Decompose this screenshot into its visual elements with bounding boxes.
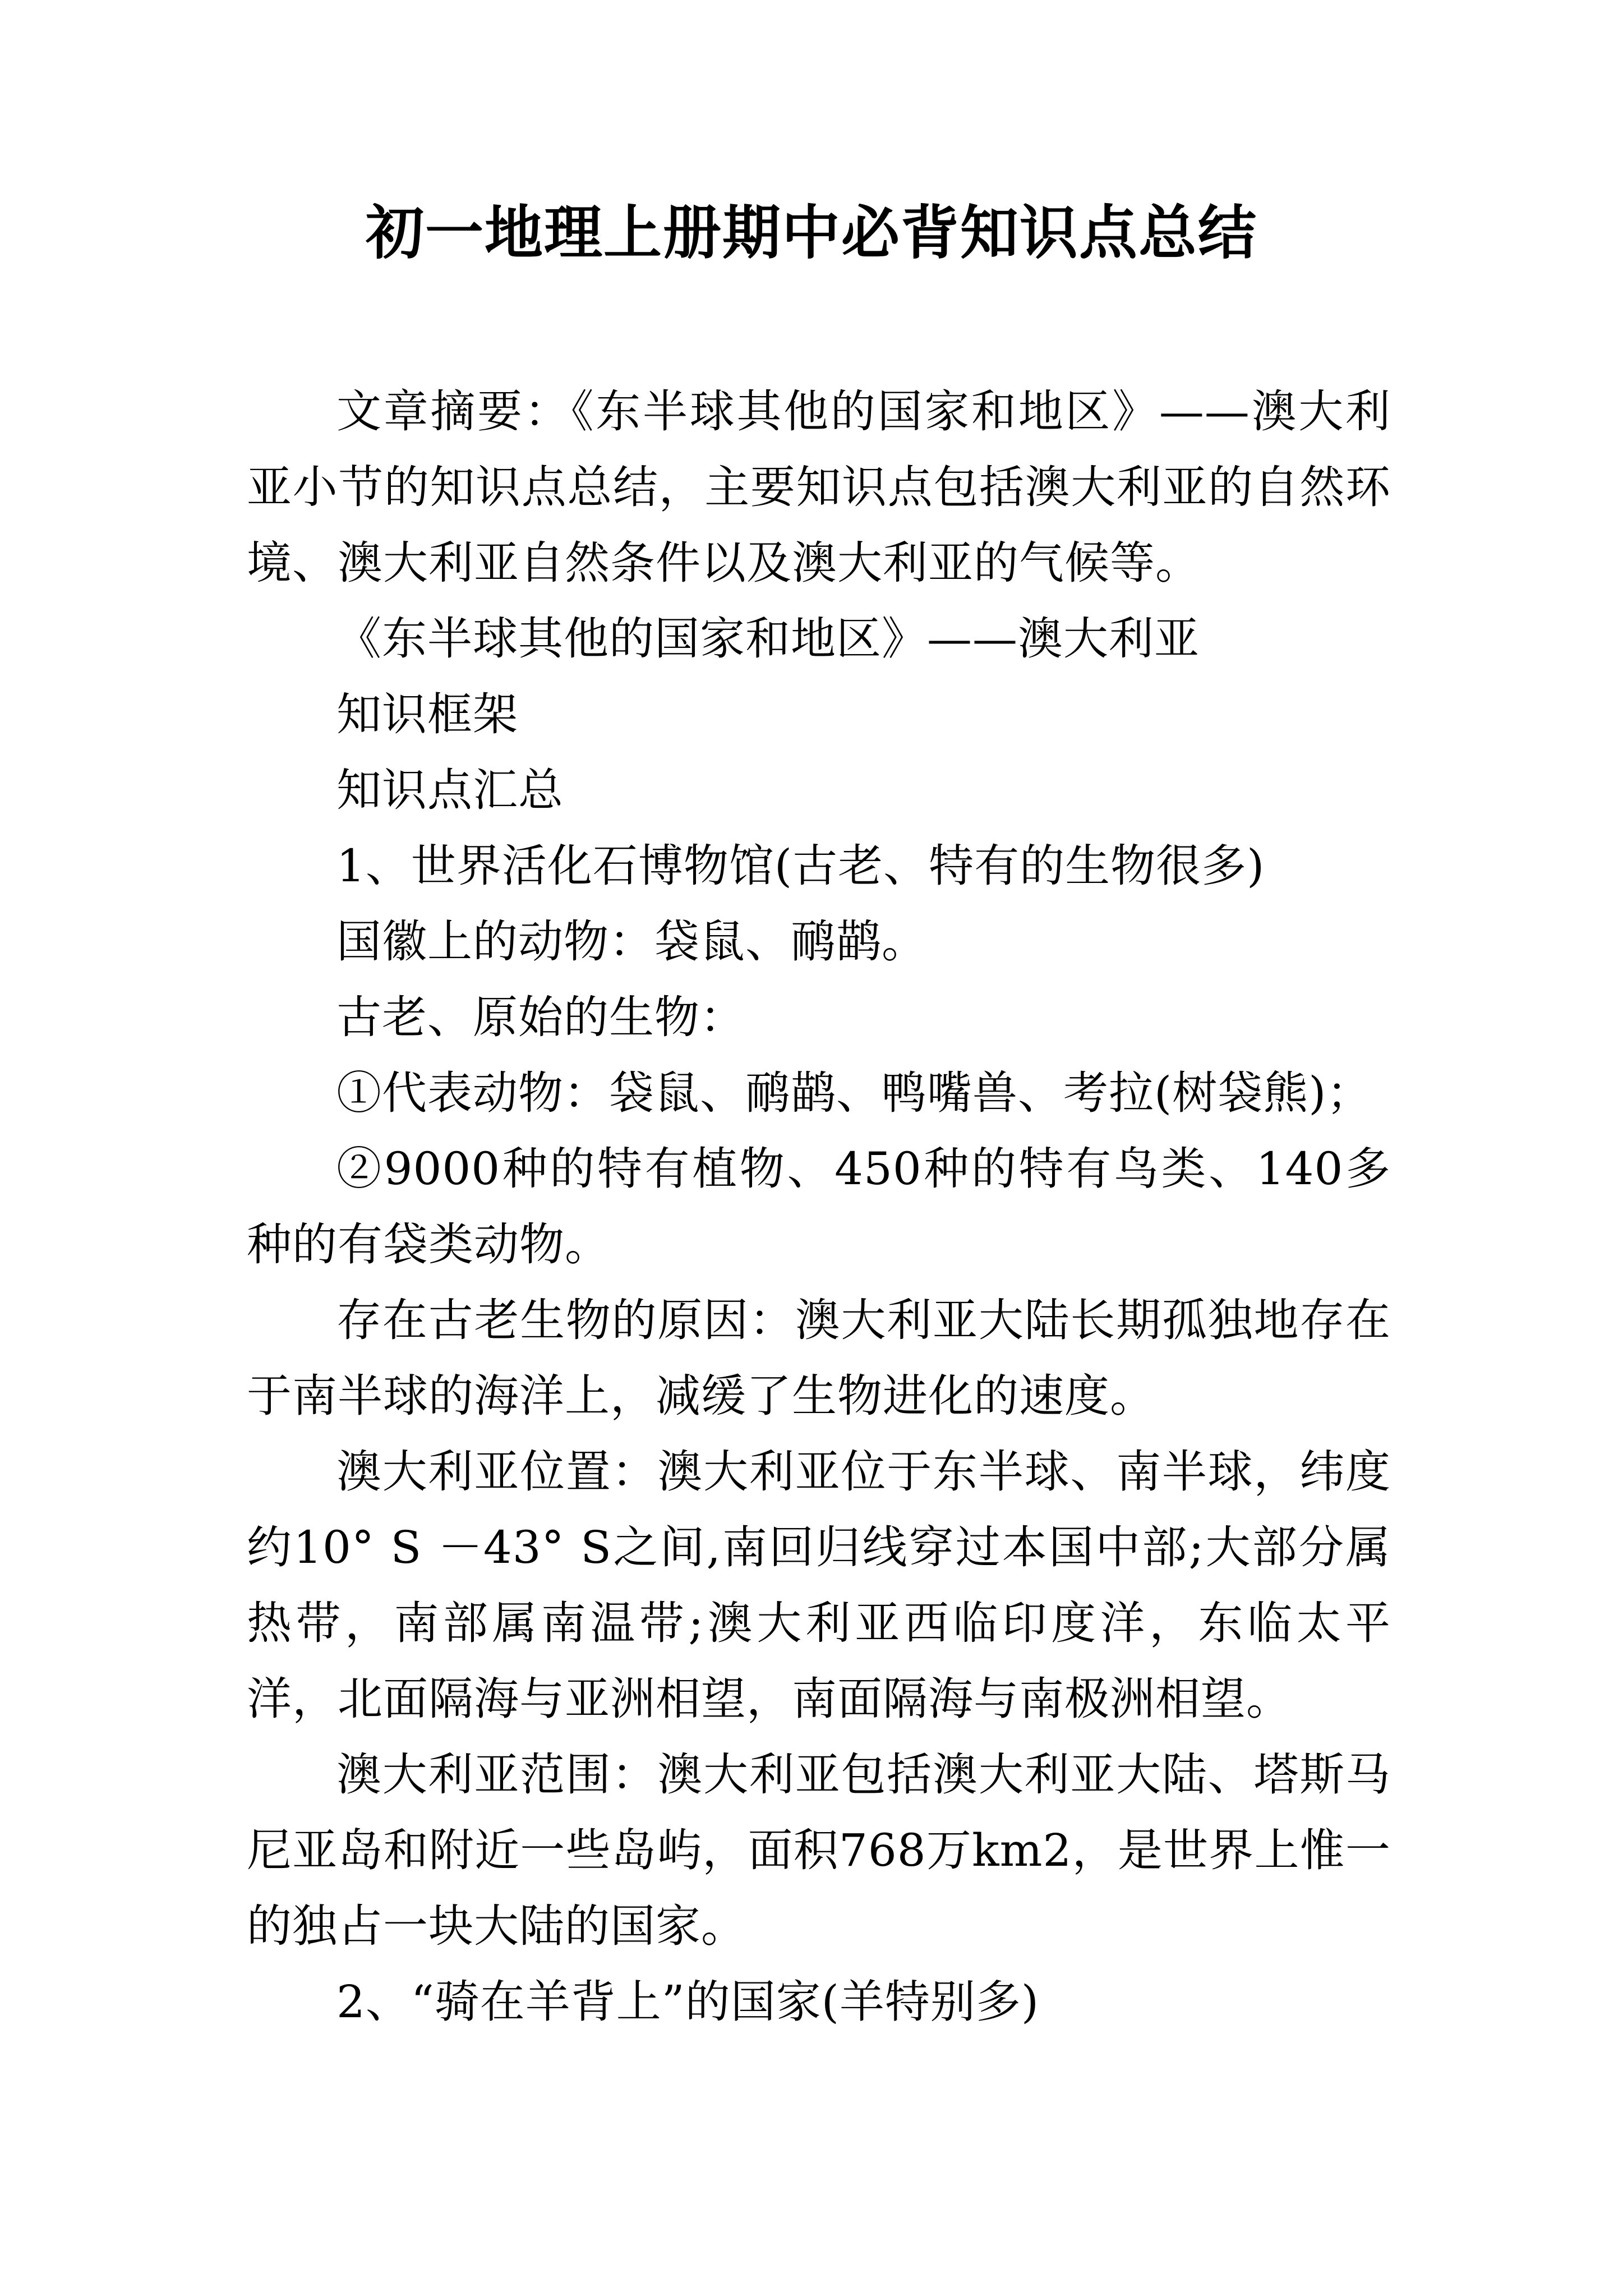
paragraph-extent: 澳大利亚范围：澳大利亚包括澳大利亚大陆、塔斯马尼亚岛和附近一些岛屿，面积768万km2，是世界上惟一的独占一块大陆的国家。	[247, 1749, 1391, 1952]
paragraph-knowledge-summary: 知识点汇总	[336, 764, 564, 816]
paragraph-point-2: 2、“骑在羊背上”的国家(羊特别多)	[336, 1976, 1040, 2028]
paragraph-knowledge-framework: 知识框架	[336, 688, 518, 740]
document-body	[247, 374, 1391, 2040]
paragraph-reason: 存在古老生物的原因：澳大利亚大陆长期孤独地存在于南半球的海洋上，减缓了生物进化的速度。	[247, 1294, 1391, 1422]
paragraph-national-emblem: 国徽上的动物：袋鼠、鸸鹋。	[336, 915, 927, 968]
paragraph-ancient-species: 古老、原始的生物：	[336, 991, 745, 1043]
paragraph-abstract: 文章摘要：《东半球其他的国家和地区》——澳大利亚小节的知识点总结，主要知识点包括澳大利亚的自然环境、澳大利亚自然条件以及澳大利亚的气候等。	[247, 385, 1391, 589]
paragraph-section-heading: 《东半球其他的国家和地区》——澳大利亚	[336, 613, 1200, 665]
paragraph-endemic-species: ②9000种的特有植物、450种的特有鸟类、140多种的有袋类动物。	[247, 1143, 1391, 1271]
paragraph-location: 澳大利亚位置：澳大利亚位于东半球、南半球，纬度约10° S －43° S之间,南回归线穿过本国中部;大部分属热带，南部属南温带;澳大利亚西临印度洋，东临太平洋，北面隔海与亚洲相望，南面隔海与南极洲相望。	[247, 1446, 1391, 1725]
document-title: 初一地理上册期中必背知识点总结	[365, 198, 1257, 267]
paragraph-representative-animals: ①代表动物：袋鼠、鸸鹋、鸭嘴兽、考拉(树袋熊)；	[336, 1067, 1372, 1119]
paragraph-point-1: 1、世界活化石博物馆(古老、特有的生物很多)	[336, 840, 1265, 892]
